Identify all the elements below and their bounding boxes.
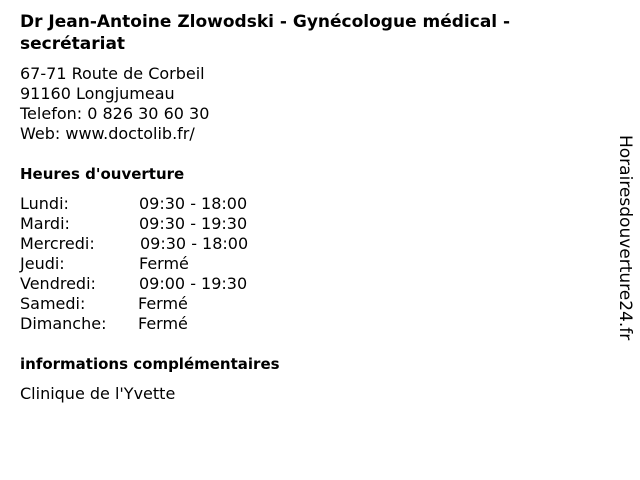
additional-info-heading: informations complémentaires	[20, 355, 280, 373]
brand-watermark	[611, 135, 635, 370]
additional-info-text: Clinique de l'Yvette	[20, 384, 176, 403]
time-value: Fermé	[138, 314, 188, 333]
street-address: 67-71 Route de Corbeil	[20, 64, 205, 83]
time-value: 09:00 - 19:30	[139, 274, 248, 293]
day-label: Jeudi:	[20, 254, 65, 273]
time-value: 09:30 - 18:00	[140, 234, 249, 253]
day-label: Mercredi:	[20, 234, 95, 253]
time-value: Fermé	[139, 254, 189, 273]
day-label: Dimanche:	[20, 314, 107, 333]
time-value: 09:30 - 18:00	[139, 194, 248, 213]
website-link[interactable]: Web: www.doctolib.fr/	[20, 124, 195, 143]
day-label: Mardi:	[20, 214, 70, 233]
phone-number: Telefon: 0 826 30 60 30	[20, 104, 210, 123]
day-label: Lundi:	[20, 194, 69, 213]
opening-hours-heading: Heures d'ouverture	[20, 165, 185, 183]
time-value: Fermé	[138, 294, 188, 313]
day-label: Samedi:	[20, 294, 86, 313]
city-address: 91160 Longjumeau	[20, 84, 175, 103]
brand-text: Horairesdouverture24.fr	[615, 135, 635, 341]
page-title: Dr Jean-Antoine Zlowodski - Gynécologue médical - secrétariat	[20, 12, 511, 54]
day-label: Vendredi:	[20, 274, 96, 293]
time-value: 09:30 - 19:30	[139, 214, 248, 233]
contact-block	[20, 64, 209, 144]
